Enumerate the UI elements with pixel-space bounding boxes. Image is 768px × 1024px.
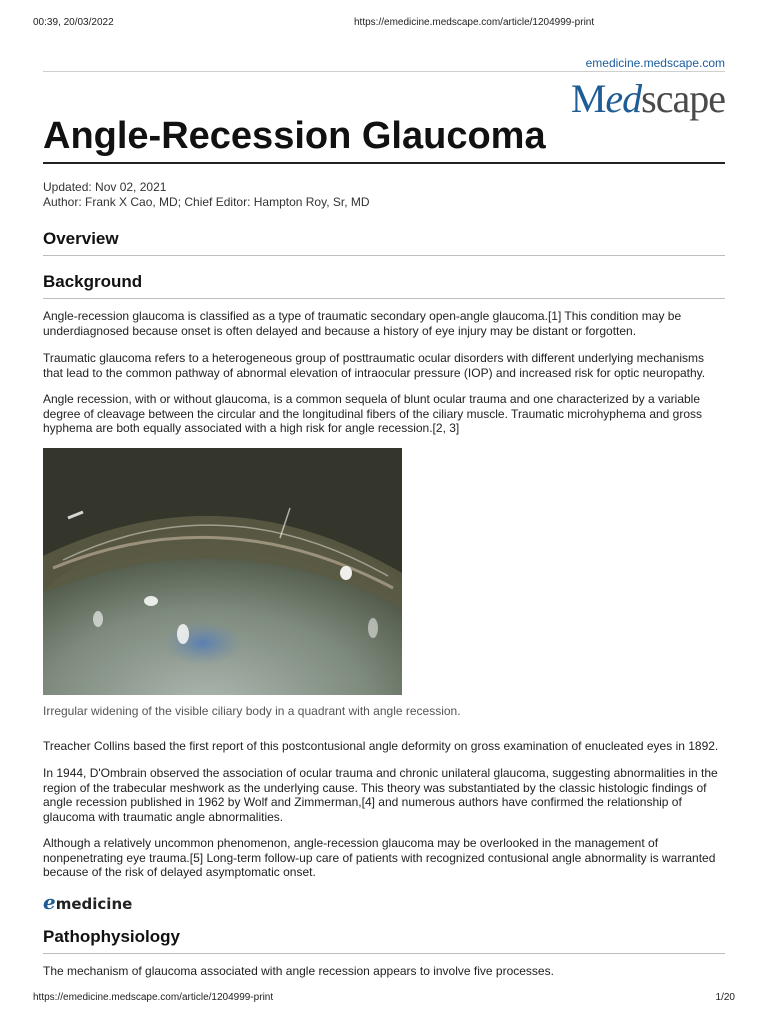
clinical-photo [43, 448, 402, 695]
print-footer [33, 992, 735, 1006]
overview-heading: Overview [43, 229, 119, 248]
paragraph-5: In 1944, D'Ombrain observed the association of ocular trauma and chronic unilateral glaucoma, suggesting abnormalities in the region of the trabecular meshwork as the underlying cause. This theory was substantiated by the classic histologic findings of angle recession published in 1962 by Wolf and Zimmerman,[4] and numerous authors have confirmed the relationship of glaucoma with traumatic angle abnormalities. [43, 766, 718, 824]
site-link[interactable]: emedicine.medscape.com [585, 56, 725, 70]
emedicine-logo: emedicine [43, 890, 133, 914]
header-divider [43, 71, 725, 72]
section-overview [43, 228, 725, 256]
section-divider [43, 255, 725, 256]
pathophysiology-heading: Pathophysiology [43, 927, 180, 946]
section-divider [43, 298, 725, 299]
medscape-logo: Medscape [570, 76, 725, 121]
eye-illustration [43, 448, 402, 695]
author-line: Author: Frank X Cao, MD; Chief Editor: Hampton Roy, Sr, MD [43, 195, 370, 209]
article-meta [43, 180, 370, 210]
paragraph-4: Treacher Collins based the first report of this postcontusional angle deformity on gross examination of enucleated eyes in 1892. [43, 739, 719, 753]
title-divider [43, 162, 725, 164]
print-timestamp: 00:39, 20/03/2022 [33, 17, 114, 28]
print-header [33, 17, 735, 31]
paragraph-1: Angle-recession glaucoma is classified as a type of traumatic secondary open-angle glaucoma.[1] This condition may be underdiagnosed because onset is often delayed and because a history of eye injury may be distant or forgotten. [43, 309, 682, 338]
updated-date: Updated: Nov 02, 2021 [43, 180, 167, 194]
print-url: https://emedicine.medscape.com/article/1204999-print [354, 17, 595, 28]
page-number: 1/20 [715, 992, 735, 1003]
section-pathophysiology [43, 926, 725, 954]
paragraph-7: The mechanism of glaucoma associated with angle recession appears to involve five processes. [43, 964, 554, 978]
paragraph-6: Although a relatively uncommon phenomenon, angle-recession glaucoma may be overlooked in the management of nonpenetrating eye trauma.[5] Long-term follow-up care of patients with recognized contusional angle abnormality is warranted because of the risk of delayed asymptomatic onset. [43, 836, 716, 880]
paragraph-2: Traumatic glaucoma refers to a heterogeneous group of posttraumatic ocular disorders with different underlying mechanisms that lead to the common pathway of abnormal elevation of intraocular pressure (IOP) and increased risk for optic neuropathy. [43, 351, 706, 380]
background-heading: Background [43, 272, 143, 291]
page-title: Angle-Recession Glaucoma [43, 115, 546, 157]
section-divider [43, 953, 725, 954]
section-background [43, 271, 725, 299]
paragraph-3: Angle recession, with or without glaucoma, is a common sequela of blunt ocular trauma and one characterized by a variable degree of cleavage between the circular and the longitudinal fibers of the ciliary muscle. Traumatic microhyphema and gross hyphema are both equally associated with a high risk for angle recession.[2, 3] [43, 392, 703, 436]
footer-url: https://emedicine.medscape.com/article/1204999-print [33, 992, 274, 1003]
figure-caption: Irregular widening of the visible ciliary body in a quadrant with angle recession. [43, 704, 461, 718]
